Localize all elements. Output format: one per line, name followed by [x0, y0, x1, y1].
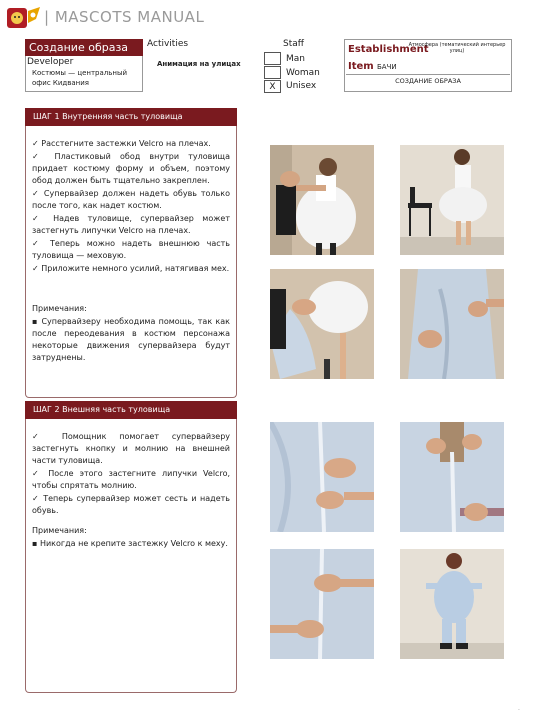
- step1-panel: [25, 126, 237, 398]
- step2-panel: [25, 419, 237, 693]
- step2-bullet: ✓ Теперь супервайзер может сесть и надеть обувь.: [32, 494, 231, 515]
- step2-text: [32, 431, 230, 551]
- photo-body-frame: [400, 145, 504, 255]
- activity-value: Анимация на улицах: [157, 60, 241, 68]
- step2-note: ▪ Никогда не крепите застежку Velcro к меху.: [32, 539, 228, 548]
- establishment-value: Атмосфера (тематический интерьер улиц): [408, 42, 506, 54]
- establishment-label: Establishment: [348, 44, 429, 55]
- activities-label: Activities: [147, 39, 189, 49]
- photo-velcro-hide-zipper: [270, 549, 374, 659]
- staff-label: Staff: [283, 39, 304, 49]
- staff-unisex-label: Unisex: [286, 81, 317, 91]
- developer-value: Костюмы — центральный офис Кидвания: [32, 69, 128, 87]
- step2-title: ШАГ 2 Внешняя часть туловища: [25, 401, 237, 419]
- staff-unisex-checkbox[interactable]: X: [264, 80, 281, 93]
- step1-bullet: ✓ Надев туловище, супервайзер может застегнуть липучки Velcro на плечах.: [32, 214, 230, 235]
- staff-woman-checkbox[interactable]: [264, 66, 281, 79]
- step1-bullet: ✓ Супервайзер должен надеть обувь только после того, как надет костюм.: [32, 189, 230, 210]
- page-mark: .: [518, 705, 520, 712]
- section-name: СОЗДАНИЕ ОБРАЗА: [395, 77, 461, 85]
- step1-text: [32, 138, 230, 396]
- step2-bullet: ✓ После этого застегните липучки Velcro, чтобы спрятать молнию.: [32, 469, 230, 490]
- photo-putting-on-body: [270, 145, 374, 255]
- staff-woman-label: Woman: [286, 68, 320, 78]
- item-value: БАЧИ: [377, 63, 397, 71]
- photo-fur-closeup: [400, 269, 504, 379]
- photo-finished-costume: [400, 549, 504, 659]
- step1-bullet: ✓ Пластиковый обод внутри туловища придает костюму форму и объем, поэтому обод должен быть тщательно закреплен.: [32, 152, 230, 185]
- step2-bullet: ✓ Помощник помогает супервайзеру застегнуть кнопку и молнию на внешней части туловища.: [32, 432, 230, 465]
- photo-zipper: [270, 422, 374, 532]
- step1-bullet: ✓ Приложите немного усилий, натягивая мех.: [32, 264, 230, 273]
- photo-velcro-neck: [400, 422, 504, 532]
- manual-title: | MASCOTS MANUAL: [44, 8, 205, 26]
- staff-man-checkbox[interactable]: [264, 52, 281, 65]
- step1-note: ▪ Супервайзеру необходима помощь, так как после переодевания в костюм персонажа некоторые движения супервайзера будут затруднены.: [32, 317, 230, 362]
- staff-man-label: Man: [286, 54, 305, 64]
- photo-fur-costume: [270, 269, 374, 379]
- step1-bullet: ✓ Расстегните застежки Velcro на плечах.: [32, 139, 211, 148]
- step1-bullet: ✓ Теперь можно надеть внешнюю часть туловища — меховую.: [32, 239, 231, 260]
- section-title-bar: Создание образа: [25, 39, 143, 56]
- item-label: Item: [348, 61, 374, 72]
- establishment-divider: [346, 74, 510, 75]
- brand-logo: [6, 5, 42, 29]
- developer-label: Developer: [27, 57, 74, 67]
- step1-notes-title: Примечания:: [32, 304, 87, 313]
- step2-notes-title: Примечания:: [32, 526, 87, 535]
- step1-title: ШАГ 1 Внутренняя часть туловища: [25, 108, 237, 126]
